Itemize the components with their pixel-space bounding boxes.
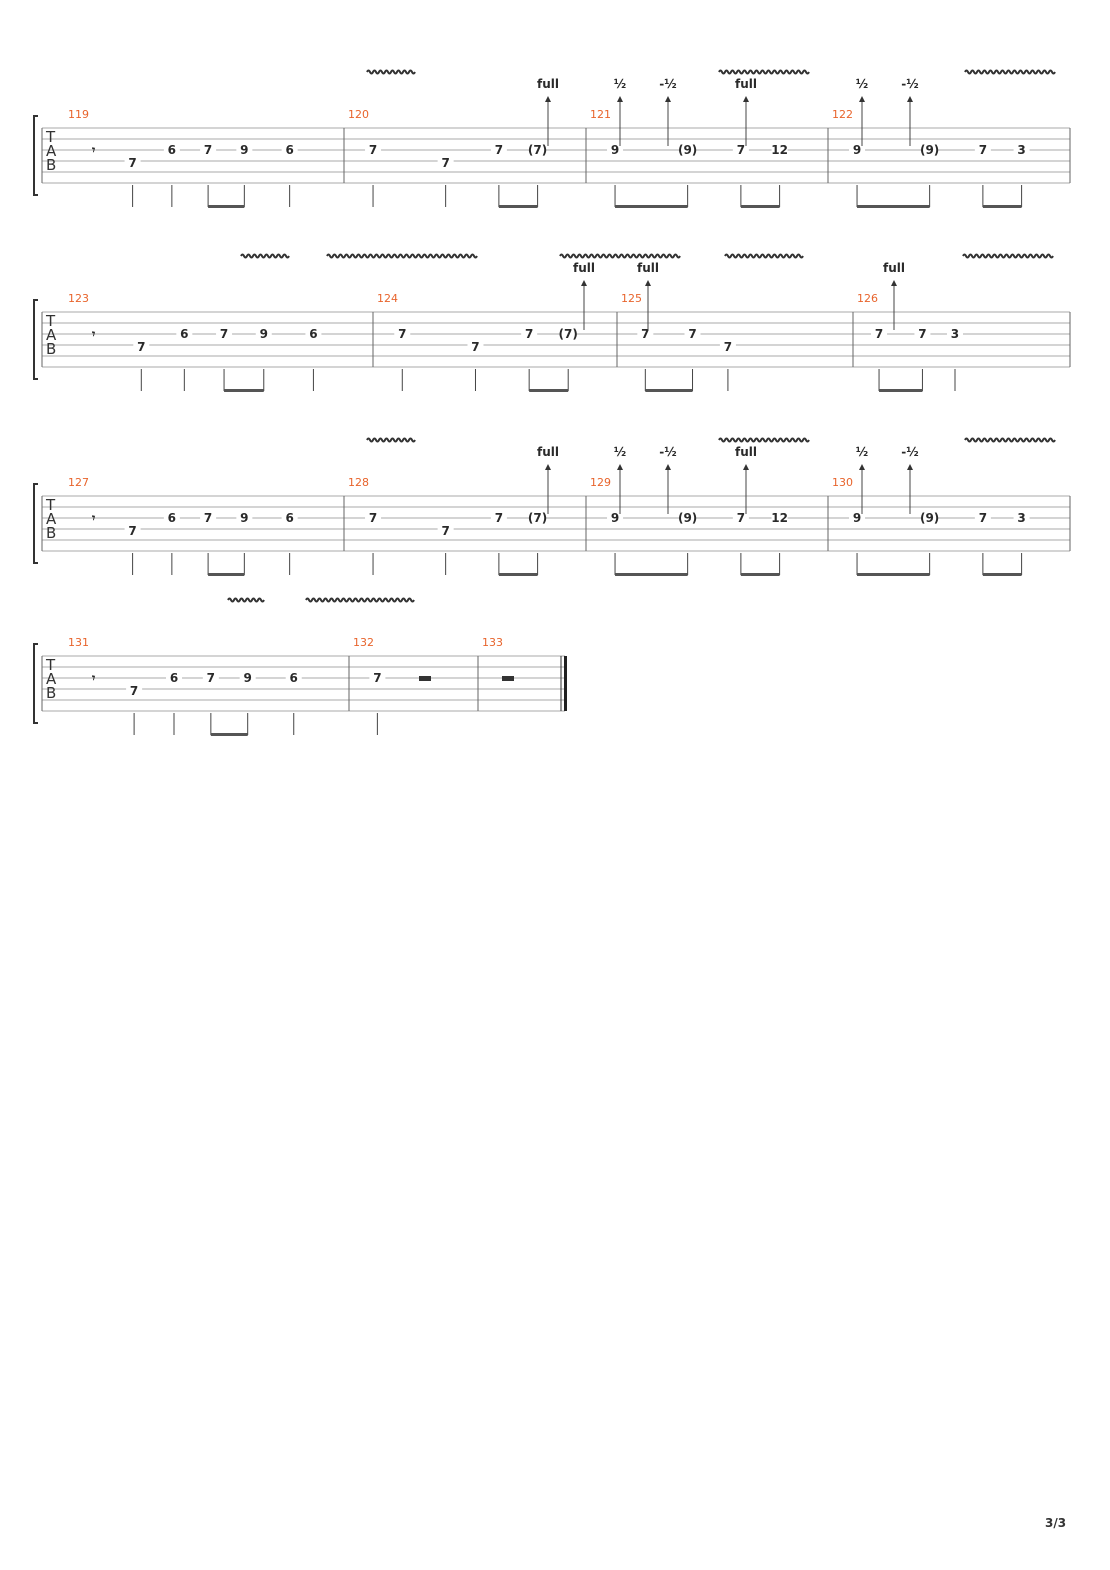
tab-clef-letter: A (46, 670, 57, 688)
fret-number: 9 (610, 143, 620, 157)
tab-clef-letter: B (46, 524, 57, 542)
bend-label: full (637, 261, 659, 275)
fret-number: 7 (471, 340, 480, 354)
tab-clef-letter: T (46, 496, 56, 514)
beam (615, 573, 688, 576)
fret-number: 9 (259, 327, 268, 341)
bend-label: ½ (613, 77, 627, 91)
measure-number: 123 (68, 292, 89, 305)
bend-label: -½ (659, 445, 677, 459)
fret-number: 12 (771, 511, 788, 525)
fret-number: 9 (243, 671, 252, 685)
bend-label: ½ (855, 445, 869, 459)
final-barline-thick (564, 656, 567, 711)
fret-number: 9 (610, 511, 620, 525)
bend-label: full (735, 77, 757, 91)
fret-number: 7 (368, 143, 378, 157)
fret-number: (7) (558, 327, 578, 341)
fret-number: 6 (180, 327, 189, 341)
bend-arrowhead (891, 280, 897, 286)
bend-arrowhead (859, 96, 865, 102)
bend-label: full (883, 261, 905, 275)
fret-number: (9) (919, 511, 940, 525)
fret-number: 9 (852, 143, 862, 157)
fret-number: 7 (137, 340, 146, 354)
vibrato-wavy (719, 71, 809, 74)
bend-label: -½ (901, 77, 919, 91)
bend-arrowhead (617, 96, 623, 102)
vibrato-wavy (228, 599, 264, 602)
fret-number: 6 (285, 143, 294, 157)
tab-clef-letter: T (46, 128, 56, 146)
beam (499, 205, 538, 208)
fret-number: 7 (203, 511, 213, 525)
bend-arrowhead (645, 280, 651, 286)
vibrato-wavy (241, 255, 289, 258)
fret-number: (7) (527, 511, 548, 525)
vibrato-wavy (965, 439, 1055, 442)
fret-number: 6 (167, 511, 177, 525)
fret-number: 7 (723, 340, 733, 354)
measure-number: 120 (348, 108, 369, 121)
bend-label: ½ (855, 77, 869, 91)
eighth-rest: 𝄾 (92, 327, 96, 341)
measure-number: 133 (482, 636, 503, 649)
vibrato-wavy (965, 71, 1055, 74)
fret-number: 7 (524, 327, 534, 341)
fret-number: 7 (494, 143, 504, 157)
tab-clef-letter: B (46, 340, 57, 358)
fret-number: 7 (219, 327, 229, 341)
tab-clef-letter: A (46, 142, 57, 160)
beam (857, 205, 930, 208)
fret-number: 7 (368, 511, 378, 525)
fret-number: 9 (240, 143, 249, 157)
tab-clef-letter: B (46, 684, 57, 702)
fret-number: 7 (128, 156, 137, 170)
fret-number: 7 (441, 156, 450, 170)
measure-number: 125 (621, 292, 642, 305)
fret-number: 7 (398, 327, 407, 341)
fret-number: 7 (874, 327, 884, 341)
fret-number: 3 (950, 327, 960, 341)
tab-clef-letter: A (46, 510, 57, 528)
vibrato-wavy (327, 255, 477, 258)
vibrato-wavy (719, 439, 809, 442)
beam (983, 573, 1022, 576)
fret-number: 7 (978, 511, 988, 525)
measure-number: 130 (832, 476, 853, 489)
beam (615, 205, 688, 208)
measure-number: 126 (857, 292, 878, 305)
fret-number: 6 (167, 143, 177, 157)
beam (529, 389, 568, 392)
beam (208, 205, 244, 208)
whole-rest (419, 676, 431, 681)
fret-number: 6 (289, 671, 298, 685)
bend-label: ½ (613, 445, 627, 459)
measure-number: 131 (68, 636, 89, 649)
fret-number: 9 (852, 511, 862, 525)
fret-number: 6 (169, 671, 179, 685)
tab-clef-letter: A (46, 326, 57, 344)
fret-number: 7 (736, 143, 746, 157)
fret-number: 3 (1017, 143, 1026, 157)
fret-number: (7) (527, 143, 548, 157)
bend-label: -½ (659, 77, 677, 91)
fret-number: (9) (677, 511, 698, 525)
bend-label: full (537, 77, 559, 91)
vibrato-wavy (367, 71, 415, 74)
bend-label: full (537, 445, 559, 459)
fret-number: 6 (309, 327, 318, 341)
fret-number: 7 (688, 327, 697, 341)
bend-arrowhead (743, 96, 749, 102)
beam (879, 389, 922, 392)
beam (741, 205, 780, 208)
bend-arrowhead (907, 464, 913, 470)
bend-arrowhead (859, 464, 865, 470)
bend-arrowhead (743, 464, 749, 470)
tab-clef-letter: B (46, 156, 57, 174)
beam (741, 573, 780, 576)
beam (983, 205, 1022, 208)
bend-label: full (573, 261, 595, 275)
bend-arrowhead (617, 464, 623, 470)
fret-number: 7 (494, 511, 504, 525)
whole-rest (502, 676, 514, 681)
bend-arrowhead (545, 464, 551, 470)
beam (499, 573, 538, 576)
measure-number: 122 (832, 108, 853, 121)
vibrato-wavy (560, 255, 680, 258)
eighth-rest: 𝄾 (92, 143, 96, 157)
beam (857, 573, 930, 576)
eighth-rest: 𝄾 (92, 511, 96, 525)
vibrato-wavy (367, 439, 415, 442)
system-bracket (34, 484, 38, 563)
page-number: 3/3 (1045, 1516, 1067, 1530)
measure-number: 119 (68, 108, 89, 121)
system-bracket (34, 116, 38, 195)
system-bracket (34, 300, 38, 379)
fret-number: 6 (285, 511, 294, 525)
measure-number: 127 (68, 476, 89, 489)
fret-number: (9) (677, 143, 698, 157)
measure-number: 121 (590, 108, 611, 121)
fret-number: 7 (441, 524, 450, 538)
fret-number: 7 (918, 327, 927, 341)
fret-number: 7 (978, 143, 988, 157)
system-bracket (34, 644, 38, 723)
fret-number: (9) (919, 143, 940, 157)
measure-number: 132 (353, 636, 374, 649)
vibrato-wavy (963, 255, 1053, 258)
beam (224, 389, 264, 392)
bend-arrowhead (581, 280, 587, 286)
vibrato-wavy (725, 255, 803, 258)
measure-number: 124 (377, 292, 398, 305)
fret-number: 7 (203, 143, 213, 157)
beam (645, 389, 692, 392)
measure-number: 128 (348, 476, 369, 489)
bend-arrowhead (545, 96, 551, 102)
tab-clef-letter: T (46, 312, 56, 330)
beam (211, 733, 248, 736)
bend-arrowhead (665, 96, 671, 102)
bend-arrowhead (907, 96, 913, 102)
bend-label: full (735, 445, 757, 459)
fret-number: 7 (641, 327, 650, 341)
fret-number: 12 (771, 143, 788, 157)
tab-clef-letter: T (46, 656, 56, 674)
fret-number: 7 (129, 684, 139, 698)
fret-number: 7 (128, 524, 137, 538)
fret-number: 7 (736, 511, 746, 525)
vibrato-wavy (306, 599, 414, 602)
fret-number: 7 (373, 671, 382, 685)
bend-label: -½ (901, 445, 919, 459)
beam (208, 573, 244, 576)
fret-number: 7 (206, 671, 216, 685)
fret-number: 9 (240, 511, 249, 525)
bend-arrowhead (665, 464, 671, 470)
measure-number: 129 (590, 476, 611, 489)
eighth-rest: 𝄾 (92, 671, 96, 685)
fret-number: 3 (1017, 511, 1026, 525)
